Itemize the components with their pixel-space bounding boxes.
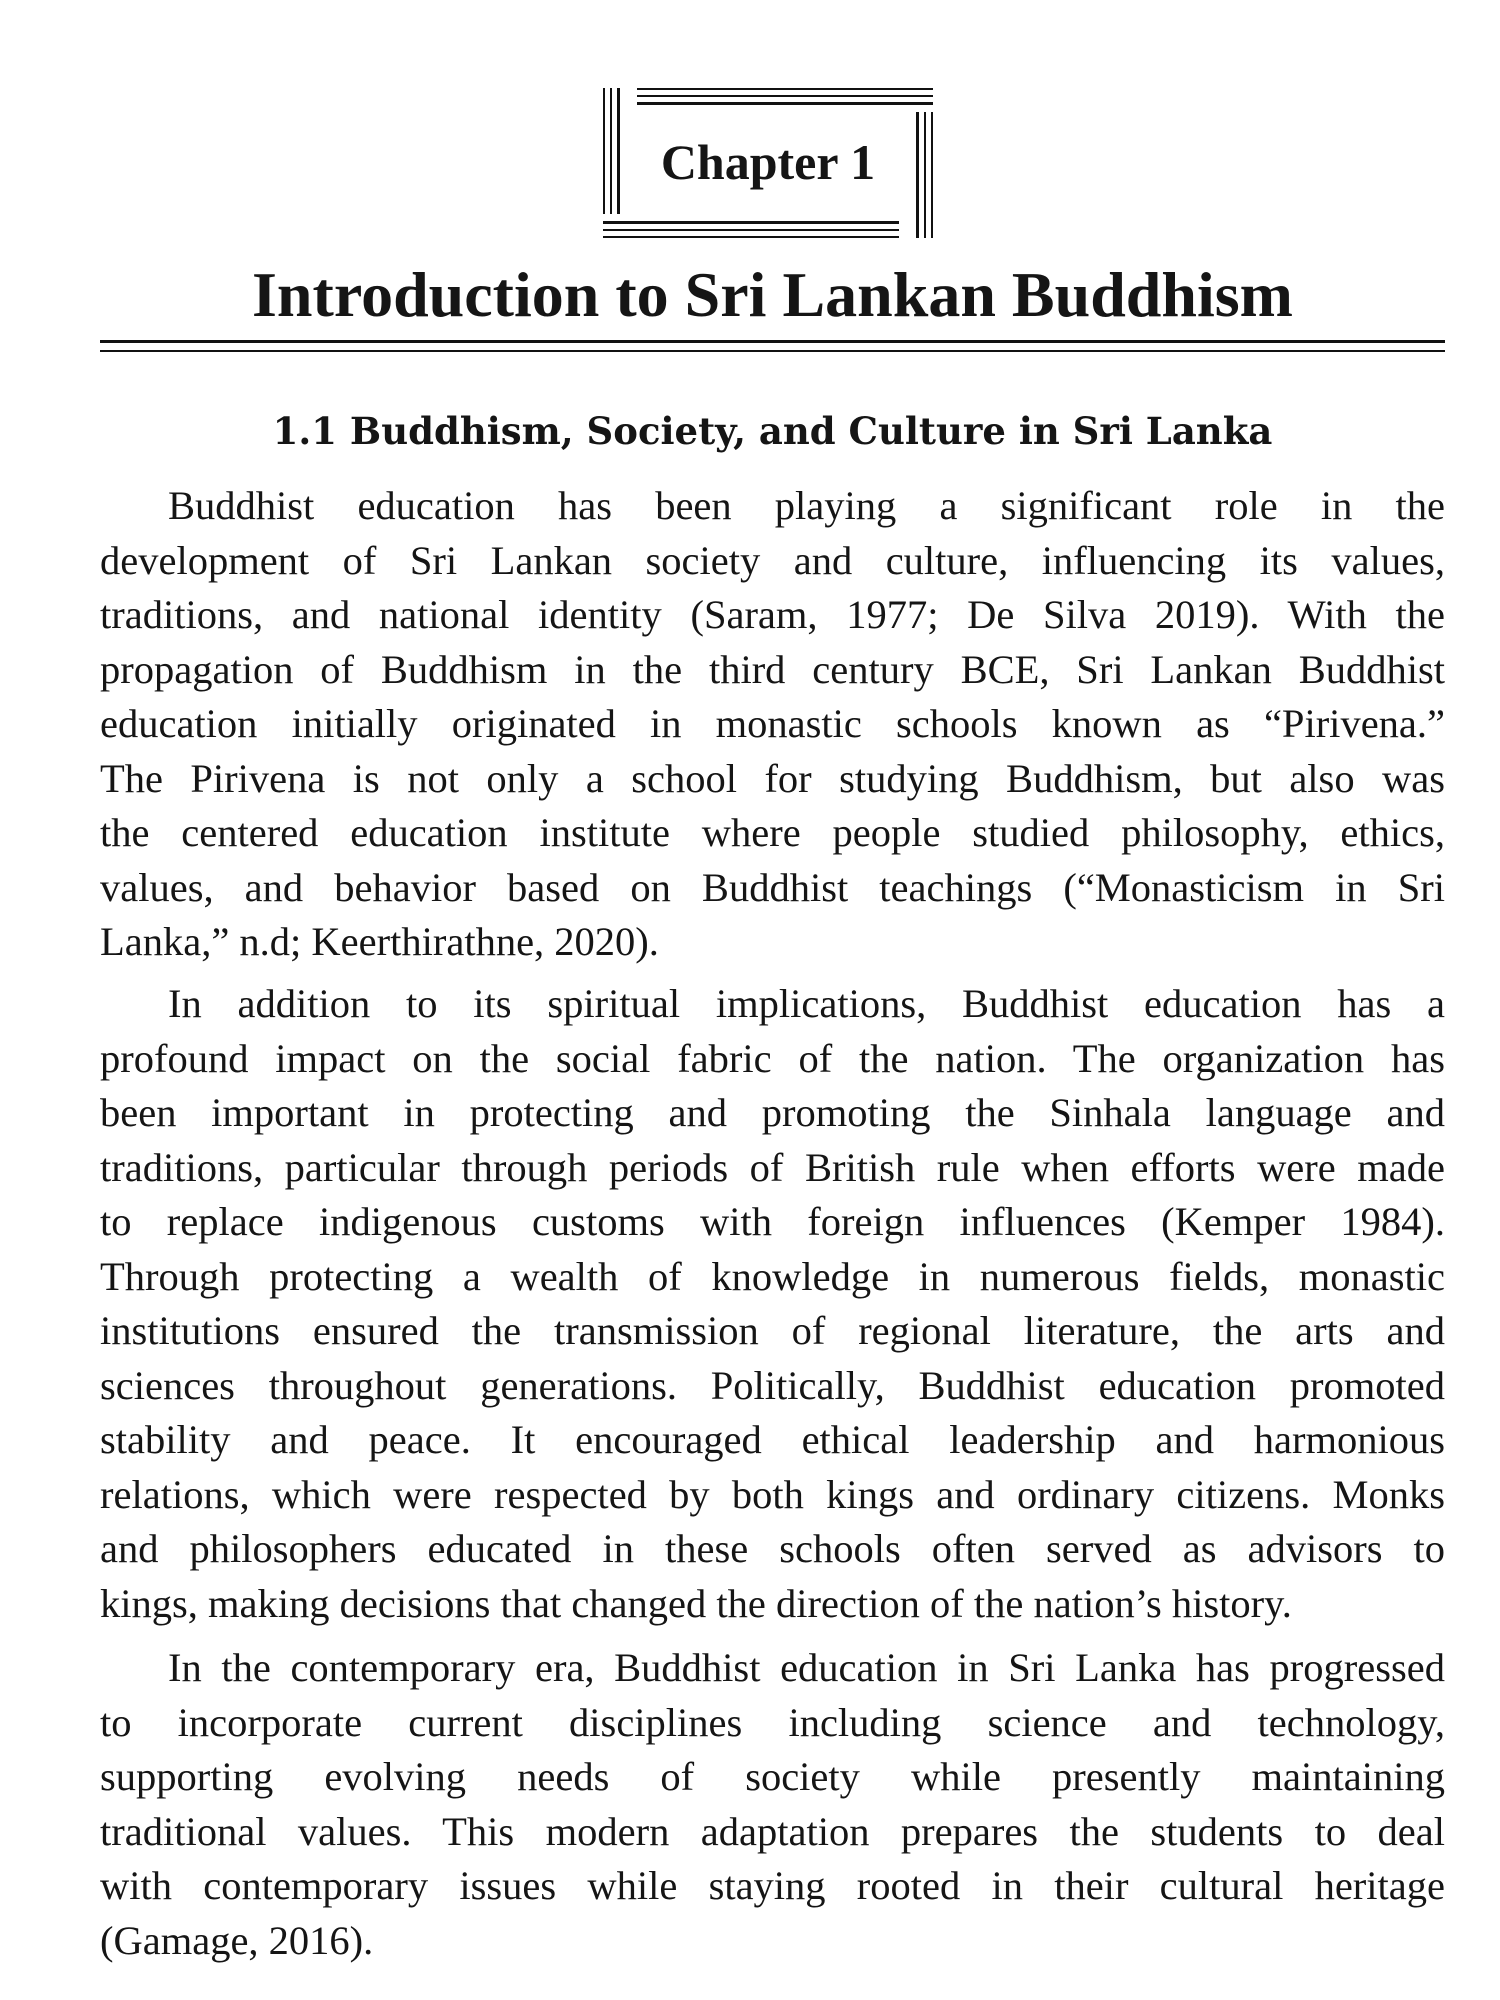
text-line: sciences throughout generations. Politically, Buddhist education promoted <box>100 1362 1445 1408</box>
text-line: kings, making decisions that changed the direction of the nation’s history. <box>100 1580 1292 1626</box>
chapter-box-rule <box>637 102 933 105</box>
chapter-box-rule <box>924 112 926 238</box>
paragraph <box>100 977 1445 1631</box>
text-line: Lanka,” n.d; Keerthirathne, 2020). <box>100 919 659 964</box>
chapter-box-rule <box>603 236 899 238</box>
chapter-box-rule <box>637 95 933 97</box>
text-line: with contemporary issues while staying rooted in their cultural heritage <box>100 1863 1445 1908</box>
text-line: The Pirivena is not only a school for studying Buddhism, but also was <box>100 755 1445 801</box>
text-line: development of Sri Lankan society and culture, influencing its values, <box>100 537 1445 583</box>
title-underline <box>100 340 1445 343</box>
text-line: profound impact on the social fabric of the nation. The organization has <box>100 1035 1445 1081</box>
chapter-box-rule <box>637 88 933 90</box>
chapter-box-rule <box>610 88 612 214</box>
text-line: the centered education institute where people studied philosophy, ethics, <box>100 810 1445 855</box>
chapter-label: Chapter 1 <box>660 134 876 190</box>
text-line: relations, which were respected by both kings and ordinary citizens. Monks <box>100 1471 1445 1517</box>
text-line: (Gamage, 2016). <box>100 1917 374 1963</box>
chapter-box-rule <box>916 112 919 238</box>
text-line: to replace indigenous customs with foreign influences (Kemper 1984). <box>100 1199 1445 1244</box>
text-line: supporting evolving needs of society while presently maintaining <box>100 1754 1445 1799</box>
text-line: traditions, and national identity (Saram, 1977; De Silva 2019). With the <box>100 592 1445 637</box>
text-line: Through protecting a wealth of knowledge in numerous fields, monastic <box>100 1253 1445 1299</box>
text-line: and philosophers educated in these schools often served as advisors to <box>100 1526 1445 1571</box>
text-line: traditions, particular through periods of British rule when efforts were made <box>100 1144 1445 1190</box>
text-line: education initially originated in monastic schools known as “Pirivena.” <box>100 701 1445 746</box>
text-line: stability and peace. It encouraged ethical leadership and harmonious <box>100 1417 1445 1462</box>
chapter-box-rule <box>603 229 899 231</box>
text-line: values, and behavior based on Buddhist teachings (“Monasticism in Sri <box>100 864 1445 910</box>
text-line: In the contemporary era, Buddhist education in Sri Lanka has progressed <box>168 1645 1445 1690</box>
text-line: institutions ensured the transmission of regional literature, the arts and <box>100 1308 1445 1353</box>
chapter-box-rule <box>617 88 620 214</box>
paragraph <box>100 479 1445 970</box>
chapter-box-rule <box>603 221 899 224</box>
text-line: Buddhist education has been playing a significant role in the <box>168 483 1445 528</box>
text-line: been important in protecting and promoting the Sinhala language and <box>100 1090 1445 1135</box>
chapter-box-rule <box>603 88 605 214</box>
section-heading: 1.1 Buddhism, Society, and Culture in Sri Lanka <box>272 409 1273 453</box>
text-line: traditional values. This modern adaptation prepares the students to deal <box>100 1808 1445 1854</box>
text-line: In addition to its spiritual implications, Buddhist education has a <box>168 981 1445 1026</box>
chapter-box-rule <box>931 112 933 238</box>
paragraph <box>100 1641 1445 1968</box>
text-line: propagation of Buddhism in the third century BCE, Sri Lankan Buddhist <box>100 646 1445 692</box>
text-line: to incorporate current disciplines including science and technology, <box>100 1699 1445 1745</box>
title-underline <box>100 350 1445 352</box>
chapter-box <box>603 88 933 238</box>
chapter-title: Introduction to Sri Lankan Buddhism <box>252 259 1293 330</box>
